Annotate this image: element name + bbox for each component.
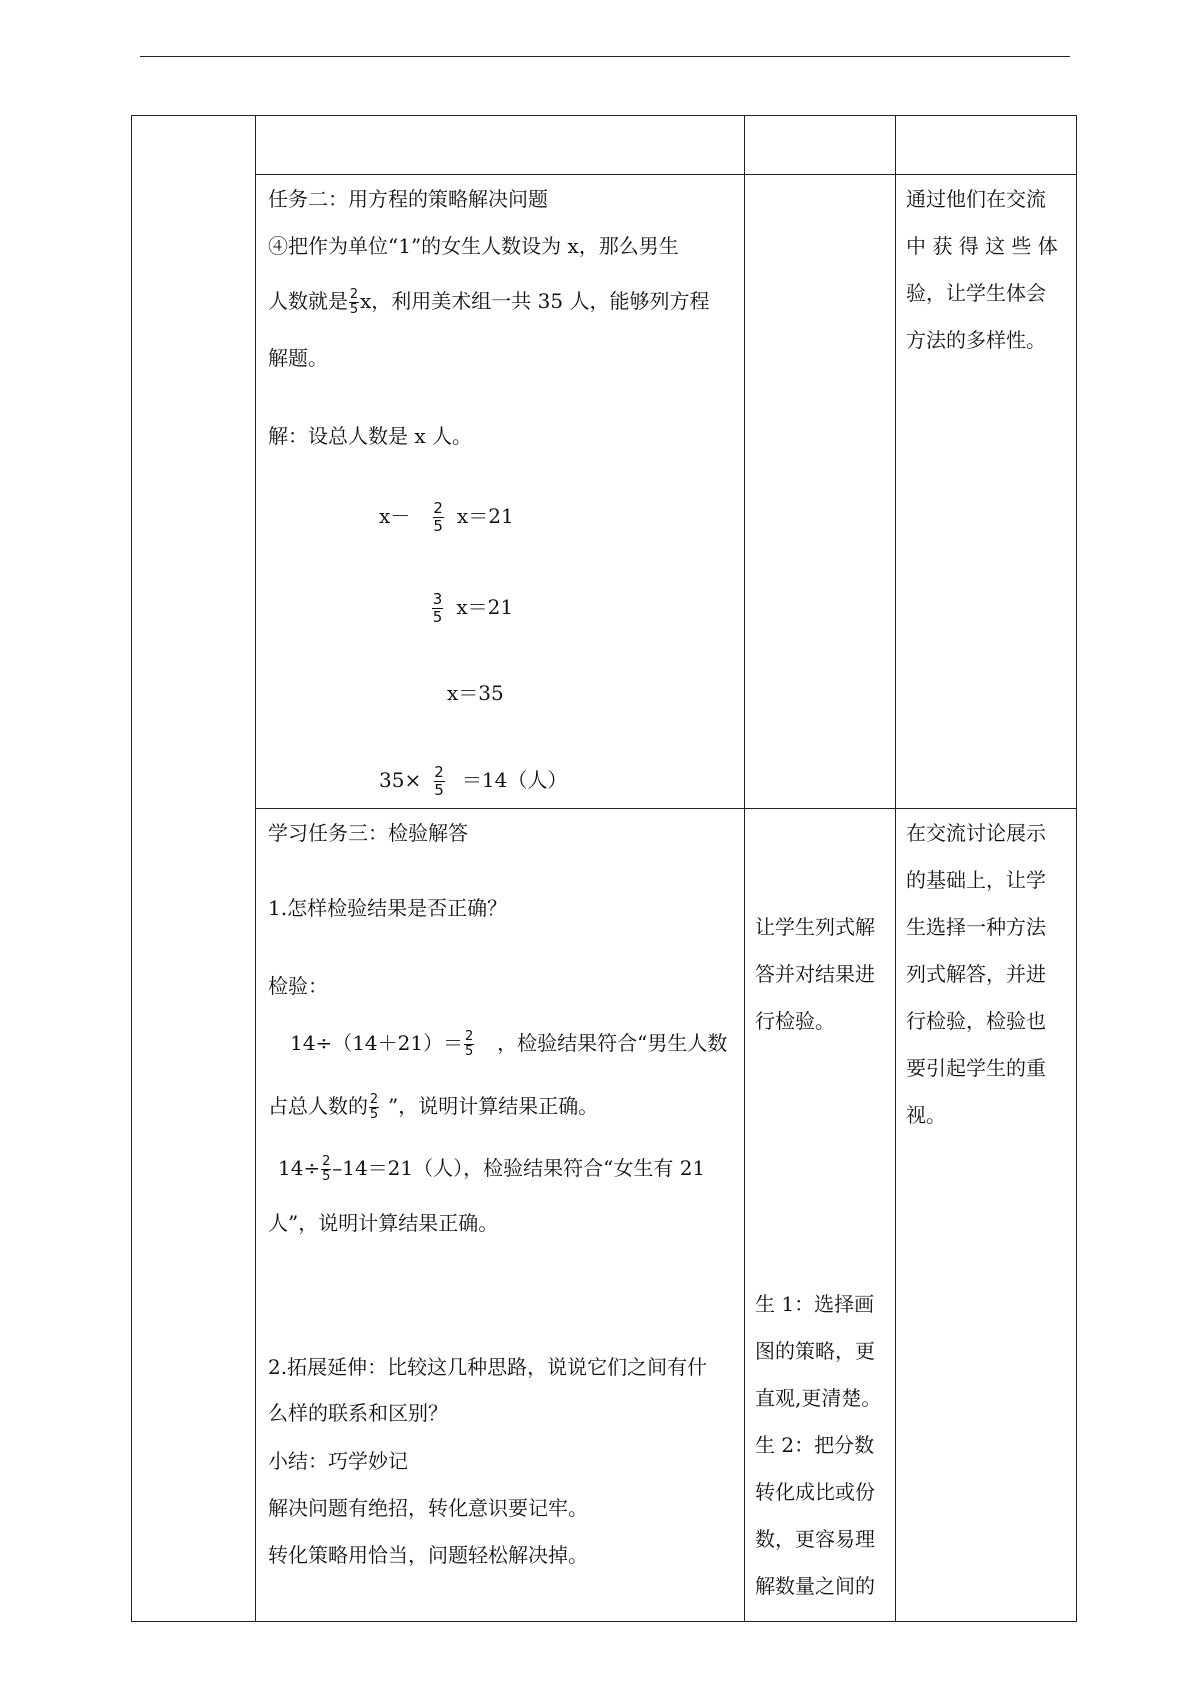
task2-title: 任务二：用方程的策略解决问题 <box>268 187 548 211</box>
student-response-line: 生 1：选择画 <box>755 1292 875 1316</box>
equation-left: 35× <box>379 768 422 792</box>
check-2-line2: 人”，说明计算结果正确。 <box>268 1211 499 1235</box>
student-response-line: 转化成比或份 <box>755 1480 875 1504</box>
task3-question-1: 1.怎样检验结果是否正确？ <box>268 896 508 920</box>
table-row-divider-1 <box>255 174 1077 175</box>
student-activity-line: 行检验。 <box>755 1009 835 1033</box>
student-response-line: 解数量之间的 <box>755 1574 875 1598</box>
fraction-two-fifths <box>369 1093 379 1122</box>
task3-title: 学习任务三：检验解答 <box>268 821 468 845</box>
task3-remark-line: 视。 <box>906 1103 946 1127</box>
check-2-line1 <box>278 1155 705 1184</box>
fraction-denominator: 5 <box>369 1107 379 1122</box>
equation-right: x＝21 <box>456 595 514 619</box>
fraction-numerator: 2 <box>349 287 359 302</box>
table-col-divider-1 <box>255 115 256 1622</box>
task2-remark-line: 方法的多样性。 <box>906 328 1046 352</box>
fraction-two-fifths <box>433 500 444 535</box>
task2-remark-line: 中 获 得 这 些 体 <box>906 234 1058 258</box>
fraction-numerator: 3 <box>432 590 443 608</box>
student-response-line: 生 2：把分数 <box>755 1433 875 1457</box>
task3-remark-line: 列式解答，并进 <box>906 962 1046 986</box>
fraction-numerator: 2 <box>434 763 444 781</box>
task2-remark-line: 验，让学生体会 <box>906 281 1046 305</box>
task3-remark-line: 要引起学生的重 <box>906 1056 1046 1080</box>
task2-remark-line: 通过他们在交流 <box>906 187 1046 211</box>
summary-title: 小结：巧学妙记 <box>268 1449 408 1473</box>
fraction-numerator: 2 <box>369 1092 379 1107</box>
task3-check-label: 检验： <box>268 974 328 998</box>
check-1-line2 <box>268 1093 598 1122</box>
task2-solution-setup: 解：设总人数是 x 人。 <box>268 424 472 448</box>
fraction-two-fifths <box>321 1155 331 1184</box>
summary-line-2: 转化策略用恰当，问题轻松解决掉。 <box>268 1543 588 1567</box>
text-segment: 人数就是 <box>268 289 348 313</box>
task2-paragraph-line2 <box>268 288 709 317</box>
equation-2 <box>431 591 513 626</box>
task3-remark-line: 的基础上，让学 <box>906 868 1046 892</box>
fraction-denominator: 5 <box>322 1169 331 1184</box>
fraction-denominator: 5 <box>464 1044 474 1059</box>
task3-question-2-line1: 2.拓展延伸：比较这几种思路，说说它们之间有什 <box>268 1355 708 1379</box>
student-activity-line: 让学生列式解 <box>755 915 875 939</box>
fraction-denominator: 5 <box>349 302 359 317</box>
student-response-line: 直观,更清楚。 <box>755 1386 882 1410</box>
task2-paragraph-line3: 解题。 <box>268 346 328 370</box>
table-col-divider-3 <box>895 115 896 1622</box>
text-segment: –14＝21（人），检验结果符合“女生有 21 <box>332 1156 706 1180</box>
fraction-numerator: 2 <box>433 499 443 517</box>
student-response-line: 图的策略，更 <box>755 1339 875 1363</box>
equation-3: x＝35 <box>447 681 504 705</box>
fraction-numerator: 2 <box>322 1154 331 1169</box>
table-col-divider-2 <box>744 115 745 1622</box>
equation-4 <box>379 764 567 799</box>
text-segment: ”，说明计算结果正确。 <box>388 1094 599 1118</box>
task3-remark-line: 生选择一种方法 <box>906 915 1046 939</box>
text-segment: 14÷（14＋21）＝ <box>290 1031 464 1055</box>
fraction-two-fifths <box>434 764 445 799</box>
equation-right: x＝21 <box>457 504 514 528</box>
fraction-two-fifths <box>464 1030 474 1059</box>
fraction-denominator: 5 <box>433 517 443 535</box>
equation-left: x－ <box>379 504 411 528</box>
student-activity-line: 答并对结果进 <box>755 962 875 986</box>
fraction-denominator: 5 <box>432 608 443 626</box>
table-row-divider-2 <box>255 808 1077 809</box>
task3-question-2-line2: 么样的联系和区别？ <box>268 1401 448 1425</box>
fraction-two-fifths <box>349 288 359 317</box>
equation-right: ＝14（人） <box>461 768 568 792</box>
task3-remark-line: 行检验，检验也 <box>906 1009 1046 1033</box>
text-segment: 14÷ <box>278 1156 321 1180</box>
summary-line-1: 解决问题有绝招，转化意识要记牢。 <box>268 1496 588 1520</box>
task2-paragraph-line1: ④把作为单位“1”的女生人数设为 x，那么男生 <box>268 234 679 258</box>
fraction-denominator: 5 <box>434 781 444 799</box>
text-segment: 占总人数的 <box>268 1094 368 1118</box>
task3-remark-line: 在交流讨论展示 <box>906 821 1046 845</box>
check-1-line1 <box>290 1030 727 1059</box>
student-response-line: 数，更容易理 <box>755 1527 875 1551</box>
text-segment: ，检验结果符合“男生人数 <box>497 1031 728 1055</box>
header-rule <box>140 56 1070 57</box>
fraction-numerator: 2 <box>464 1029 474 1044</box>
equation-1 <box>379 500 514 535</box>
fraction-three-fifths <box>432 591 443 626</box>
text-segment: x，利用美术组一共 35 人，能够列方程 <box>360 289 710 313</box>
